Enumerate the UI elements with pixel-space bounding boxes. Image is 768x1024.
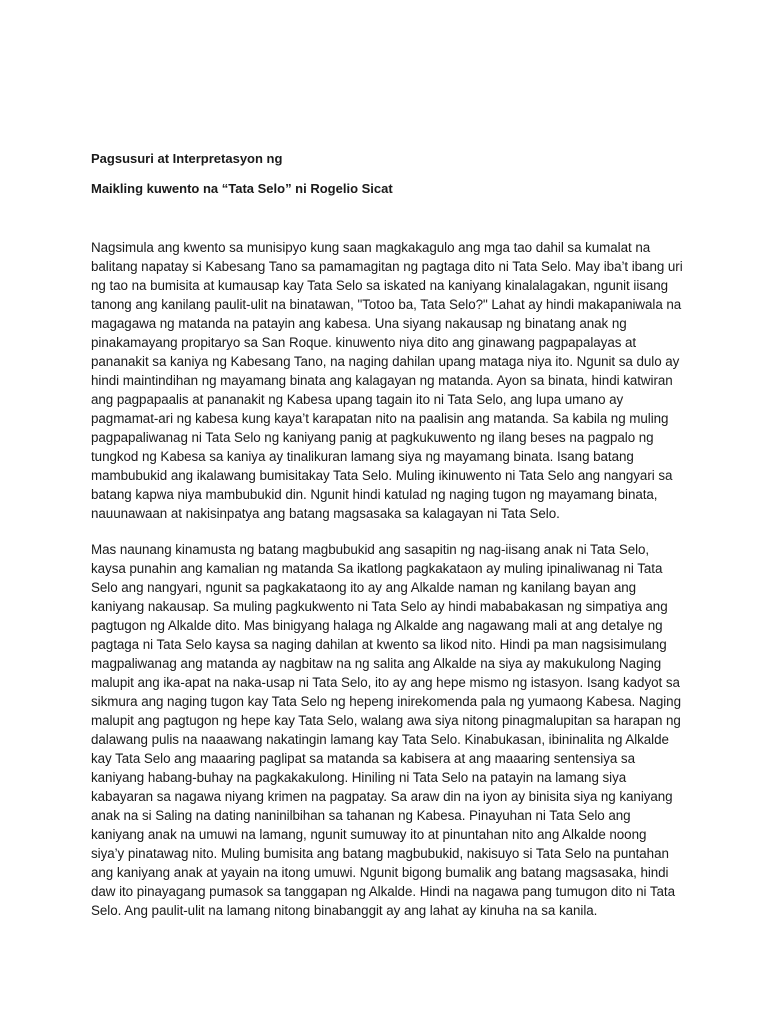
document-title: Pagsusuri at Interpretasyon ng [91,151,283,166]
paragraph-1: Nagsimula ang kwento sa munisipyo kung saan magkakagulo ang mga tao dahil sa kumalat na balitang napatay si Kabesang Tano sa pamamagitan ng pagtaga dito ni Tata Selo. May iba’t ibang uri ng tao na bumisita at kumausap kay Tata Selo sa iskated na kaniyang kinalalagakan, ngunit iisang tanong ang kanilang paulit-ulit na binatawan, "Totoo ba, Tata Selo?" Lahat ay hindi makapaniwala na magagawa ng matanda na patayin ang kabesa. Una siyang nakausap ng binatang anak ng pinakamayang propitaryo sa San Roque. kinuwento niya dito ang ginawang pagpapalayas at pananakit sa kaniya ng Kabesang Tano, na naging dahilan upang mataga niya ito. Ngunit sa dulo ay hindi maintindihan ng mayamang binata ang kalagayan ng matanda. Ayon sa binata, hindi katwiran ang pagpapaalis at pananakit ng Kabesa upang tagain ito ni Tata Selo, ang lupa umano ay pagmamat-ari ng kabesa kung kaya’t karapatan nito na paalisin ang matanda. Sa kabila ng muling pagpapaliwanag ni Tata Selo ng kaniyang panig at pagkukuwento ng ilang beses na pagpalo ng tungkod ng Kabesa sa kaniya ay tinalikuran lamang siya ng mayamang binata. Isang batang mambubukid ang ikalawang bumisitakay Tata Selo. Muling ikinuwento ni Tata Selo ang nangyari sa batang kapwa niya mambubukid din. Ngunit hindi katulad ng naging tugon ng mayamang binata, nauunawaan at nakisinpatya ang batang magsasaka sa kalagayan ni Tata Selo. [91,240,683,521]
document-subtitle: Maikling kuwento na “Tata Selo” ni Rogelio Sicat [91,181,393,196]
paragraph-2: Mas naunang kinamusta ng batang magbubukid ang sasapitin ng nag-iisang anak ni Tata Selo, kaysa punahin ang kamalian ng matanda Sa ikatlong pagkakataon ay muling ipinaliwanag ni Tata Selo ang nangyari, ngunit sa pagkakataong ito ay ang Alkalde naman ng kanilang bayan ang kaniyang nakausap. Sa muling pagkukwento ni Tata Selo ay hindi mababakasan ng simpatiya ang pagtugon ng Alkalde dito. Mas binigyang halaga ng Alkalde ang nagawang mali at ang detalye ng pagtaga ni Tata Selo kaysa sa naging dahilan at kwento sa likod nito. Hindi pa man nagsisimulang magpaliwanag ang matanda ay nagbitaw na ng salita ang Alkalde na siya ay makukulong Naging malupit ang ika-apat na naka-usap ni Tata Selo, ito ay ang hepe mismo ng istasyon. Isang kadyot sa sikmura ang naging tugon kay Tata Selo ng hepeng inirekomenda pala ng yumaong Kabesa. Naging malupit ang pagtugon ng hepe kay Tata Selo, walang awa siya nitong pinagmalupitan sa harapan ng dalawang pulis na naaawang nakatingin lamang kay Tata Selo. Kinabukasan, ibininalita ng Alkalde kay Tata Selo ang maaaring paglipat sa matanda sa kabisera at ang maaaring sentensiya sa kaniyang habang-buhay na pagkakakulong. Hiniling ni Tata Selo na patayin na lamang siya kabayaran sa nagawa niyang krimen na pagpatay. Sa araw din na iyon ay binisita siya ng kaniyang anak na si Saling na dating naninilbihan sa tahanan ng Kabesa. Pinayuhan ni Tata Selo ang kaniyang anak na umuwi na lamang, ngunit sumuway ito at pinuntahan nito ang Alkalde noong siya’y pinatawag nito. Muling bumisita ang batang magbubukid, nakisuyo si Tata Selo na puntahan ang kaniyang anak at yayain na itong umuwi. Ngunit bigong bumalik ang batang magsasaka, hindi daw ito pinayagang pumasok sa tanggapan ng Alkalde. Hindi na nagawa pang tumugon dito ni Tata Selo. Ang paulit-ulit na lamang nitong binabanggit ay ang lahat ay kinuha na sa kanila. [91,542,681,918]
